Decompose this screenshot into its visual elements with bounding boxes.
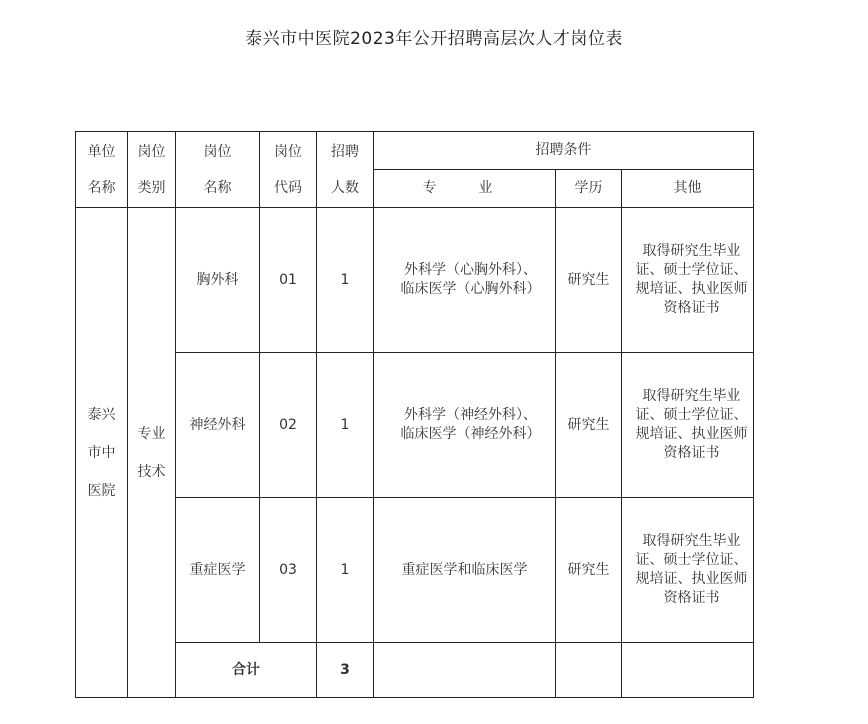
other-line3: 规培证、执业医师	[635, 571, 748, 587]
position-cell: 重症医学	[176, 498, 260, 643]
unit-cell	[76, 208, 128, 698]
positions-table	[75, 131, 754, 698]
header-conditions: 招聘条件	[374, 132, 754, 170]
other-line1: 取得研究生毕业	[642, 388, 741, 405]
major-line1: 重症医学和临床医学	[401, 561, 528, 578]
major-line2: 临床医学（心胸外科）	[400, 281, 541, 297]
other-line3: 规培证、执业医师	[635, 281, 748, 297]
header-position	[176, 132, 260, 208]
total-other-empty	[622, 643, 754, 698]
category-line1: 专业	[137, 425, 166, 442]
header-count-line1: 招聘	[331, 143, 359, 160]
other-line2: 证、硕士学位证、	[635, 262, 748, 279]
header-unit-line2: 名称	[87, 179, 116, 196]
position-cell: 神经外科	[176, 353, 260, 498]
education-cell: 研究生	[556, 208, 622, 353]
count-cell: 1	[317, 208, 374, 353]
code-cell: 01	[260, 208, 317, 353]
other-cell	[622, 498, 754, 643]
major-line1: 外科学（神经外科）、	[404, 407, 537, 424]
category-cell	[128, 208, 176, 698]
count-cell: 1	[317, 353, 374, 498]
header-code-line1: 岗位	[274, 143, 302, 160]
major-cell	[374, 498, 556, 643]
education-cell: 研究生	[556, 498, 622, 643]
header-category	[128, 132, 176, 208]
header-code	[260, 132, 317, 208]
header-position-line1: 岗位	[203, 143, 232, 160]
header-category-line2: 类别	[137, 179, 166, 196]
total-row	[76, 643, 754, 698]
other-line4: 资格证书	[663, 589, 720, 606]
total-major-empty	[374, 643, 556, 698]
major-line2: 临床医学（神经外科）	[400, 426, 541, 442]
count-cell: 1	[317, 498, 374, 643]
other-cell	[622, 353, 754, 498]
other-line1: 取得研究生毕业	[642, 243, 741, 260]
header-row-1	[76, 132, 754, 170]
header-education: 学历	[556, 170, 622, 208]
total-education-empty	[556, 643, 622, 698]
total-label: 合计	[176, 643, 317, 698]
code-cell: 03	[260, 498, 317, 643]
header-unit-line1: 单位	[87, 143, 116, 160]
unit-line1: 泰兴	[87, 406, 116, 423]
header-other: 其他	[622, 170, 754, 208]
unit-line2: 市中	[87, 444, 116, 461]
major-line1: 外科学（心胸外科）、	[404, 262, 537, 279]
other-line2: 证、硕士学位证、	[635, 552, 748, 569]
major-cell	[374, 353, 556, 498]
other-line1: 取得研究生毕业	[642, 533, 741, 550]
total-count: 3	[317, 643, 374, 698]
other-line4: 资格证书	[663, 444, 720, 461]
code-cell: 02	[260, 353, 317, 498]
header-count-line2: 人数	[331, 179, 359, 196]
page-title: 泰兴市中医院2023年公开招聘高层次人才岗位表	[245, 29, 623, 49]
table-row	[76, 208, 754, 353]
header-category-line1: 岗位	[137, 143, 166, 160]
header-major: 专 业	[374, 170, 556, 208]
education-cell: 研究生	[556, 353, 622, 498]
table-row	[76, 498, 754, 643]
other-line4: 资格证书	[663, 299, 720, 316]
category-line2: 技术	[137, 463, 166, 480]
other-line2: 证、硕士学位证、	[635, 407, 748, 424]
position-cell: 胸外科	[176, 208, 260, 353]
unit-line3: 医院	[87, 482, 116, 499]
major-cell	[374, 208, 556, 353]
header-unit	[76, 132, 128, 208]
header-position-line2: 名称	[203, 179, 232, 196]
header-code-line2: 代码	[274, 179, 302, 196]
other-cell	[622, 208, 754, 353]
other-line3: 规培证、执业医师	[635, 426, 748, 442]
header-count	[317, 132, 374, 208]
table-row	[76, 353, 754, 498]
